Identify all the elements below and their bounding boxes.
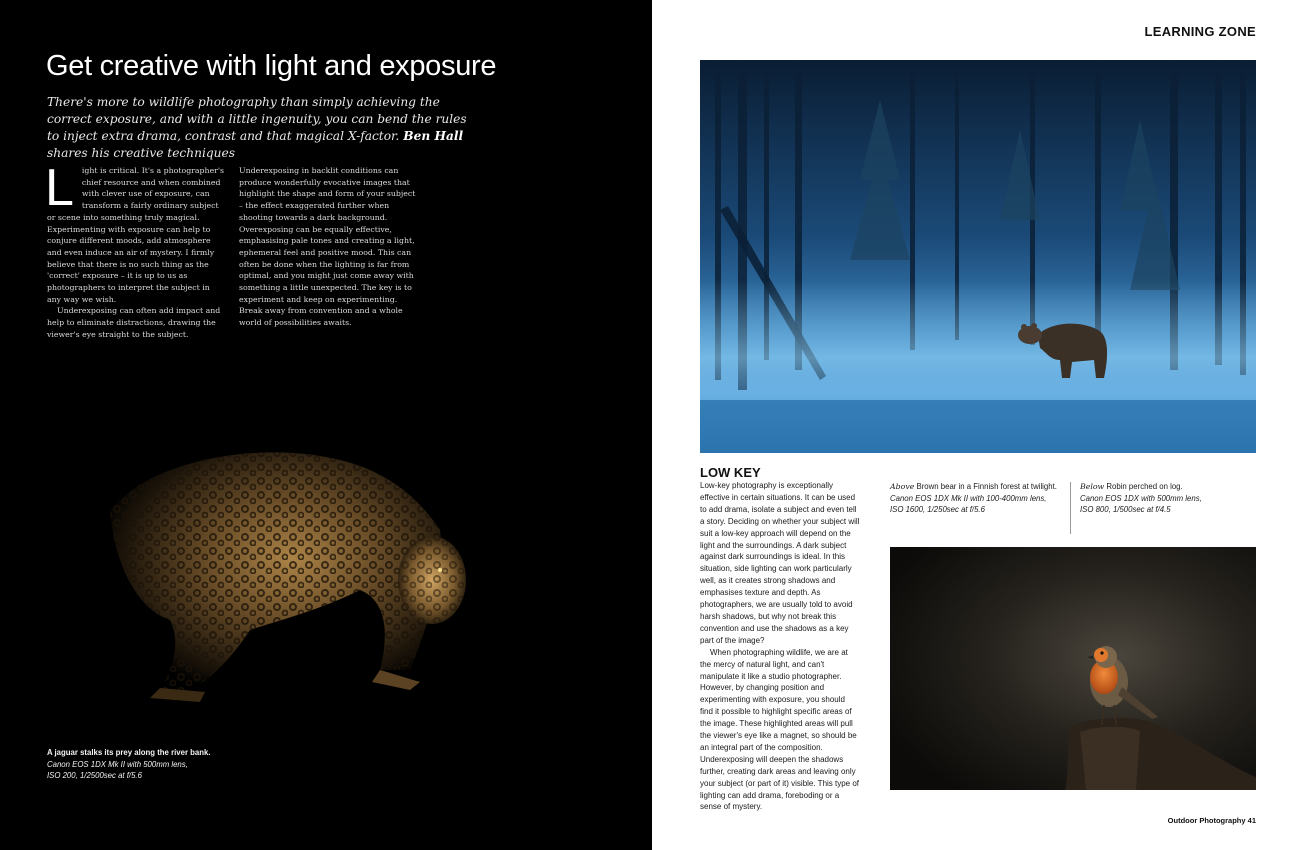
section-tag: LEARNING ZONE	[1144, 24, 1256, 39]
bear-forest-photo	[700, 60, 1256, 453]
body-paragraph-text: ight is critical. It's a photographer's chief resource and when combined with clever use of exposure, can transform a fairly ordinary subject or scene into something truly magical. Experimenting with exposure can help to conjure different moods, add atmosphere and even induce an air of mystery. I firmly believe that there is no such thing as the 'correct' exposure – it is up to us as photographers to interpret the subject in any way we wish.	[47, 166, 225, 304]
body-paragraph: Underexposing in backlit conditions can produce wonderfully evocative images that highlight the shape and form of your subject – the effect exaggerated further when shooting towards a dark background. Overexposing can be equally effective, emphasising pale tones and creating a light, ephemeral feel and positive mood. This can often be done when the lighting is far from optimal, and you might just come away with something a little unexpected. The key is to experiment and keep on experimenting. Break away from convention and a whole world of possibilities awaits.	[239, 166, 416, 328]
lowkey-body	[700, 480, 860, 813]
caption-text: Robin perched on log.	[1104, 482, 1183, 491]
bear-caption	[890, 481, 1068, 516]
body-paragraph: When photographing wildlife, we are at the mercy of natural light, and can't manipulate it like a studio photographer. However, by changing position and experimenting with exposure, you should find it possible to highlight specific areas of the image. These highlighted areas will pull the viewer's eye like a magnet, so should be an integral part of the composition. Underexposing will deepen the shadows further, creating dark areas and leaving only your subject (or part of it) visible. This type of lighting can add drama, foreboding or a sense of mystery.	[700, 647, 860, 812]
caption-position-label: Above	[890, 482, 915, 491]
jaguar-photo	[0, 420, 652, 720]
caption-text: Brown bear in a Finnish forest at twilight.	[914, 482, 1057, 491]
article-headline: Get creative with light and exposure	[46, 50, 497, 82]
jaguar-caption	[47, 747, 287, 782]
standfirst-author: Ben Hall	[403, 129, 464, 143]
robin-photo	[890, 547, 1256, 790]
caption-text: A jaguar stalks its prey along the river bank.	[47, 748, 211, 757]
page-folio: Outdoor Photography 41	[1167, 816, 1256, 825]
caption-position-label: Below	[1080, 482, 1105, 491]
caption-settings: ISO 1600, 1/250sec at f/5.6	[890, 505, 985, 514]
body-paragraph: Underexposing can often add impact and help to eliminate distractions, drawing the viewer's eye straight to the subject.	[47, 306, 221, 339]
body-column-1	[45, 159, 225, 341]
standfirst-tail: shares his creative techniques	[47, 146, 235, 160]
caption-divider	[1070, 482, 1071, 534]
caption-settings: ISO 200, 1/2500sec at f/5.6	[47, 771, 142, 780]
robin-caption	[1080, 481, 1258, 516]
body-paragraph: Low-key photography is exceptionally effective in certain situations. It can be used to add drama, isolate a subject and even tell a story. Deciding on whether your subject will suit a low-key approach will depend on the light and the surroundings. A dark subject against dark surroundings is ideal. In this situation, side lighting can work particularly well, as it creates strong shadows and emphasises texture and depth. As photographers, we are usually told to avoid harsh shadows, but why not break this convention and use the shadows as a key part of the image?	[700, 481, 860, 645]
body-paragraph	[45, 159, 225, 305]
drop-cap: L	[45, 159, 74, 217]
caption-settings: ISO 800, 1/500sec at f/4.5	[1080, 505, 1171, 514]
caption-camera: Canon EOS 1DX Mk II with 100-400mm lens,	[890, 493, 1047, 503]
standfirst	[47, 94, 467, 162]
right-page	[652, 0, 1304, 850]
standfirst-lead: There's more to wildlife photography than simply achieving the correct exposure, and with a little ingenuity, you can bend the rules to inject extra drama, contrast and that magical X-factor.	[47, 95, 467, 143]
caption-camera: Canon EOS 1DX with 500mm lens,	[1080, 493, 1202, 503]
section-heading: LOW KEY	[700, 465, 761, 480]
body-column-2	[239, 165, 417, 329]
caption-camera: Canon EOS 1DX Mk II with 500mm lens,	[47, 759, 188, 769]
